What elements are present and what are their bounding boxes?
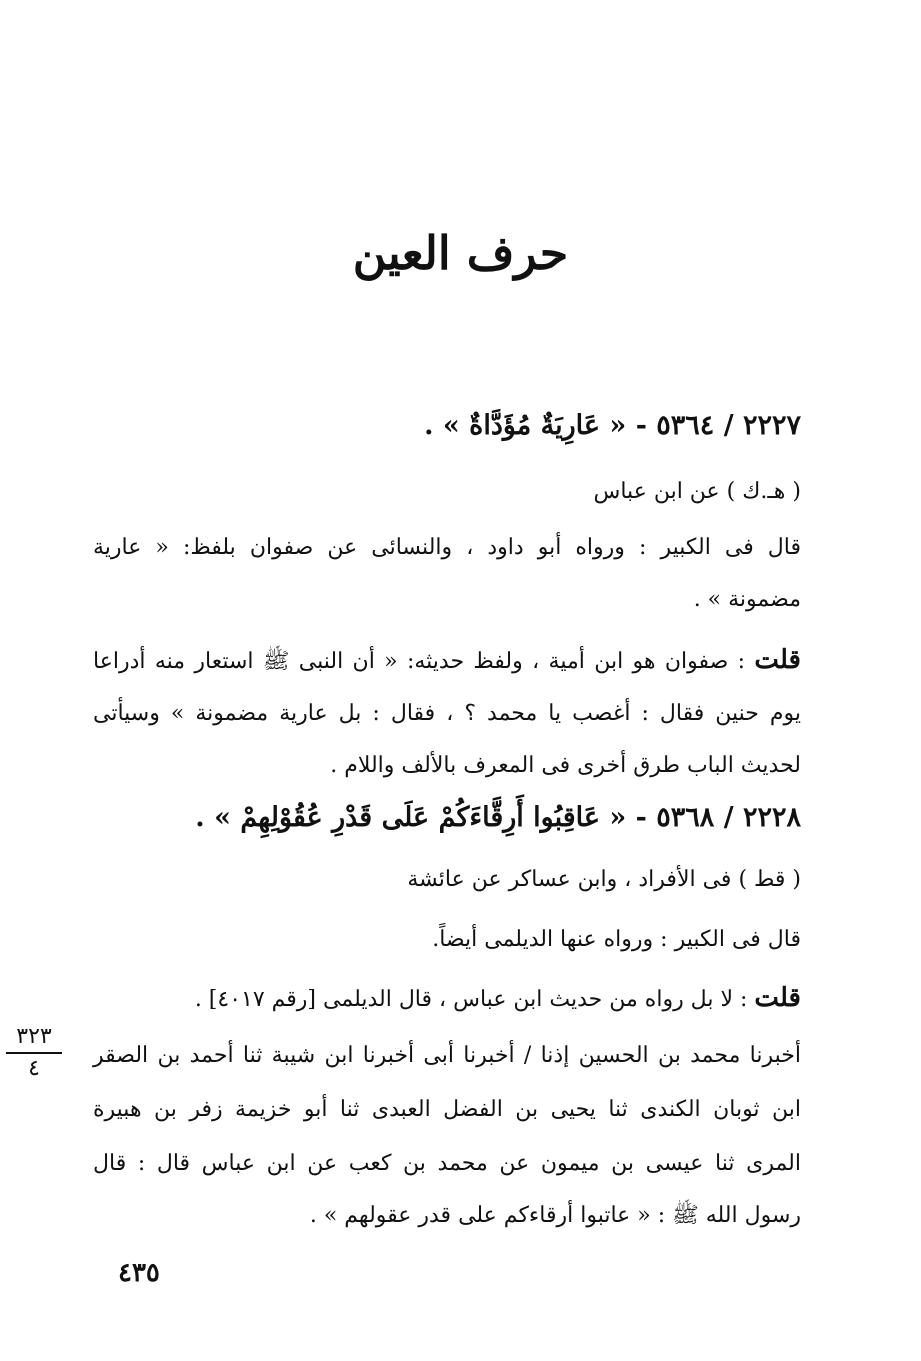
note-line: [195, 978, 801, 1020]
entry-title-2228: ٢٢٢٨ / ٥٣٦٨ - « عَاقِبُوا أَرِقَّاءَكُمْ عَلَى قَدْرِ عُقُوْلِهِمْ » .: [195, 802, 801, 833]
isnad-line: أخبرنا محمد بن الحسين إذنا / أخبرنا أبى أخبرنا ابن شيبة ثنا أحمد بن الصقر: [93, 1043, 801, 1068]
margin-reference-volume: ٣٢٣: [6, 1024, 62, 1054]
isnad-line: ابن ثوبان الكندى ثنا يحيى بن الفضل العبدى ثنا أبو خزيمة زفر بن هبيرة: [93, 1097, 801, 1122]
entry-title-2227: ٢٢٢٧ / ٥٣٦٤ - « عَارِيَةٌ مُؤَدَّاةٌ » .: [424, 410, 801, 441]
kabir-line: قال فى الكبير : ورواه عنها الديلمى أيضاً.: [432, 927, 801, 952]
page-number: ٤٣٥: [118, 1258, 160, 1288]
chapter-heading: حرف العين: [352, 226, 569, 280]
note-line: لحديث الباب طرق أخرى فى المعرف بالألف واللام .: [330, 753, 801, 778]
margin-reference-part: ٤: [28, 1056, 40, 1081]
note-label: قلت: [754, 983, 801, 1013]
note-text: : لا بل رواه من حديث ابن عباس ، قال الديلمى [رقم ٤٠١٧] .: [194, 987, 748, 1012]
entry-source-2227: ( هـ.ك ) عن ابن عباس: [593, 479, 801, 504]
isnad-line: المرى ثنا عيسى بن ميمون عن محمد بن كعب عن ابن عباس قال : قال: [93, 1151, 801, 1176]
kabir-line: مضمونة » .: [693, 587, 801, 612]
note-line: يوم حنين فقال : أغصب يا محمد ؟ ، فقال : بل عارية مضمونة » وسيأتى: [93, 701, 801, 726]
kabir-line: قال فى الكبير : ورواه أبو داود ، والنسائى عن صفوان بلفظ: « عارية: [93, 535, 801, 560]
margin-reference: [6, 1024, 62, 1082]
entry-source-2228: ( قط ) فى الأفراد ، وابن عساكر عن عائشة: [407, 867, 801, 892]
note-label: قلت: [754, 645, 801, 675]
isnad-line: رسول الله ﷺ : « عاتبوا أرقاءكم على قدر عقولهم » .: [309, 1203, 801, 1228]
note-text: : صفوان هو ابن أمية ، ولفظ حديثه: « أن النبى ﷺ استعار منه أدراعا: [93, 649, 746, 674]
note-line: [93, 640, 801, 682]
